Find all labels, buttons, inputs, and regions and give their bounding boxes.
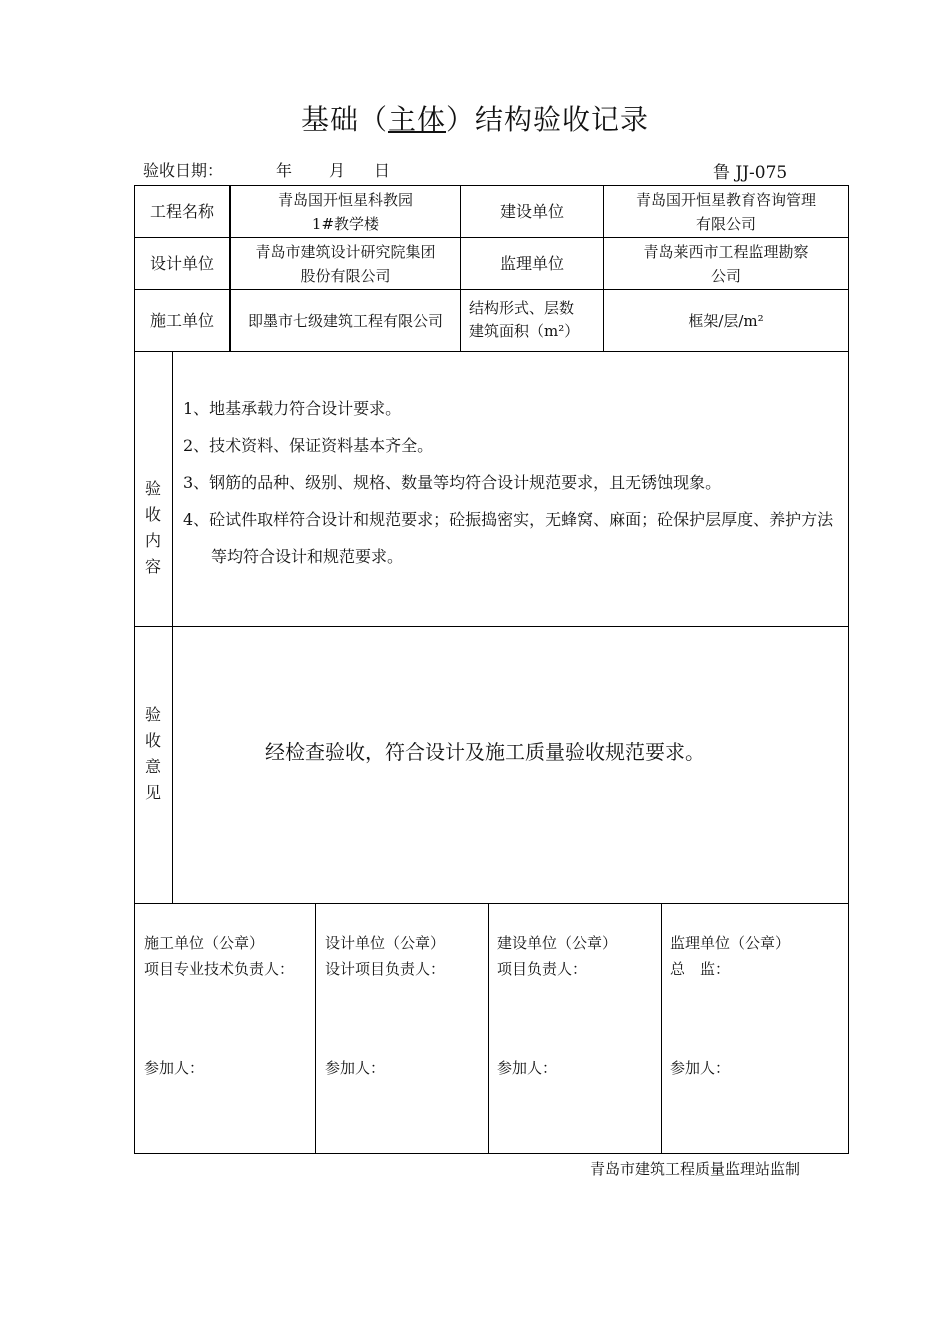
- date-year: 年: [276, 161, 293, 180]
- signature-unit: 监理单位（公章）: [670, 934, 791, 952]
- signature-participants: 参加人：: [670, 1059, 731, 1077]
- project-name-value: 青岛国开恒星科教园 1#教学楼: [277, 190, 413, 233]
- signature-block-builder: [144, 930, 294, 1081]
- opinion-label: 验 收 意 见: [144, 705, 161, 802]
- owner-label: 建设单位: [499, 201, 564, 221]
- date-month: 月: [329, 161, 346, 180]
- title-suffix: ）结构验收记录: [446, 103, 650, 136]
- page-title: [0, 98, 950, 138]
- signature-block-owner: [497, 930, 617, 1081]
- opinion-text: 经检查验收，符合设计及施工质量验收规范要求。: [265, 740, 705, 764]
- signature-participants: 参加人：: [144, 1059, 205, 1077]
- content-item: 4、砼试件取样符合设计和规范要求；砼振捣密实，无蜂窝、麻面；砼保护层厚度、养护方法等均符合设计和规范要求。: [183, 510, 834, 566]
- signature-block-design: [325, 930, 445, 1081]
- signature-participants: 参加人：: [325, 1059, 386, 1077]
- signature-block-supervisor: [670, 930, 790, 1081]
- signature-role: 项目负责人：: [497, 960, 588, 978]
- content-item: 2、技术资料、保证资料基本齐全。: [183, 436, 434, 455]
- structure-value: 框架/层/m²: [688, 311, 764, 330]
- owner-value: 青岛国开恒星教育咨询管理 有限公司: [635, 190, 816, 233]
- builder-label: 施工单位: [149, 310, 214, 330]
- title-underlined: 主体: [387, 103, 446, 136]
- row-divider: [134, 626, 849, 627]
- design-value: 青岛市建筑设计研究院集团 股份有限公司: [255, 242, 436, 285]
- col-divider: [172, 351, 173, 904]
- structure-label: 结构形式、层数 建筑面积（m²）: [469, 299, 580, 340]
- signature-unit: 建设单位（公章）: [497, 934, 618, 952]
- row-divider: [134, 351, 849, 352]
- signature-role: 总 监：: [670, 960, 731, 978]
- signature-role: 设计项目负责人：: [325, 960, 446, 978]
- row-divider: [134, 903, 849, 904]
- table-right-border: [848, 185, 849, 1154]
- col-divider: [488, 903, 489, 1154]
- builder-value: 即墨市七级建筑工程有限公司: [247, 311, 443, 330]
- signature-participants: 参加人：: [497, 1059, 558, 1077]
- content-item: 3、钢筋的品种、级别、规格、数量等均符合设计规范要求，且无锈蚀现象。: [183, 473, 722, 492]
- col-divider: [315, 903, 316, 1154]
- project-name-label: 工程名称: [149, 201, 214, 221]
- design-label: 设计单位: [149, 253, 214, 273]
- signature-unit: 设计单位（公章）: [325, 934, 446, 952]
- date-day: 日: [374, 161, 391, 180]
- content-list: [183, 390, 845, 575]
- footer-issuer: 青岛市建筑工程质量监理站监制: [590, 1160, 801, 1178]
- table-bottom-border: [134, 1153, 849, 1154]
- supervisor-value: 青岛莱西市工程监理勘察 公司: [643, 242, 809, 285]
- title-prefix: 基础（: [300, 103, 388, 136]
- doc-code: 鲁 JJ-075: [713, 163, 788, 183]
- content-item: 1、地基承载力符合设计要求。: [183, 399, 402, 418]
- signature-role: 项目专业技术负责人：: [144, 960, 295, 978]
- signature-unit: 施工单位（公章）: [144, 934, 265, 952]
- col-divider: [661, 903, 662, 1154]
- supervisor-label: 监理单位: [499, 253, 564, 273]
- content-label: 验 收 内 容: [144, 479, 161, 576]
- date-label: 验收日期：: [143, 161, 224, 180]
